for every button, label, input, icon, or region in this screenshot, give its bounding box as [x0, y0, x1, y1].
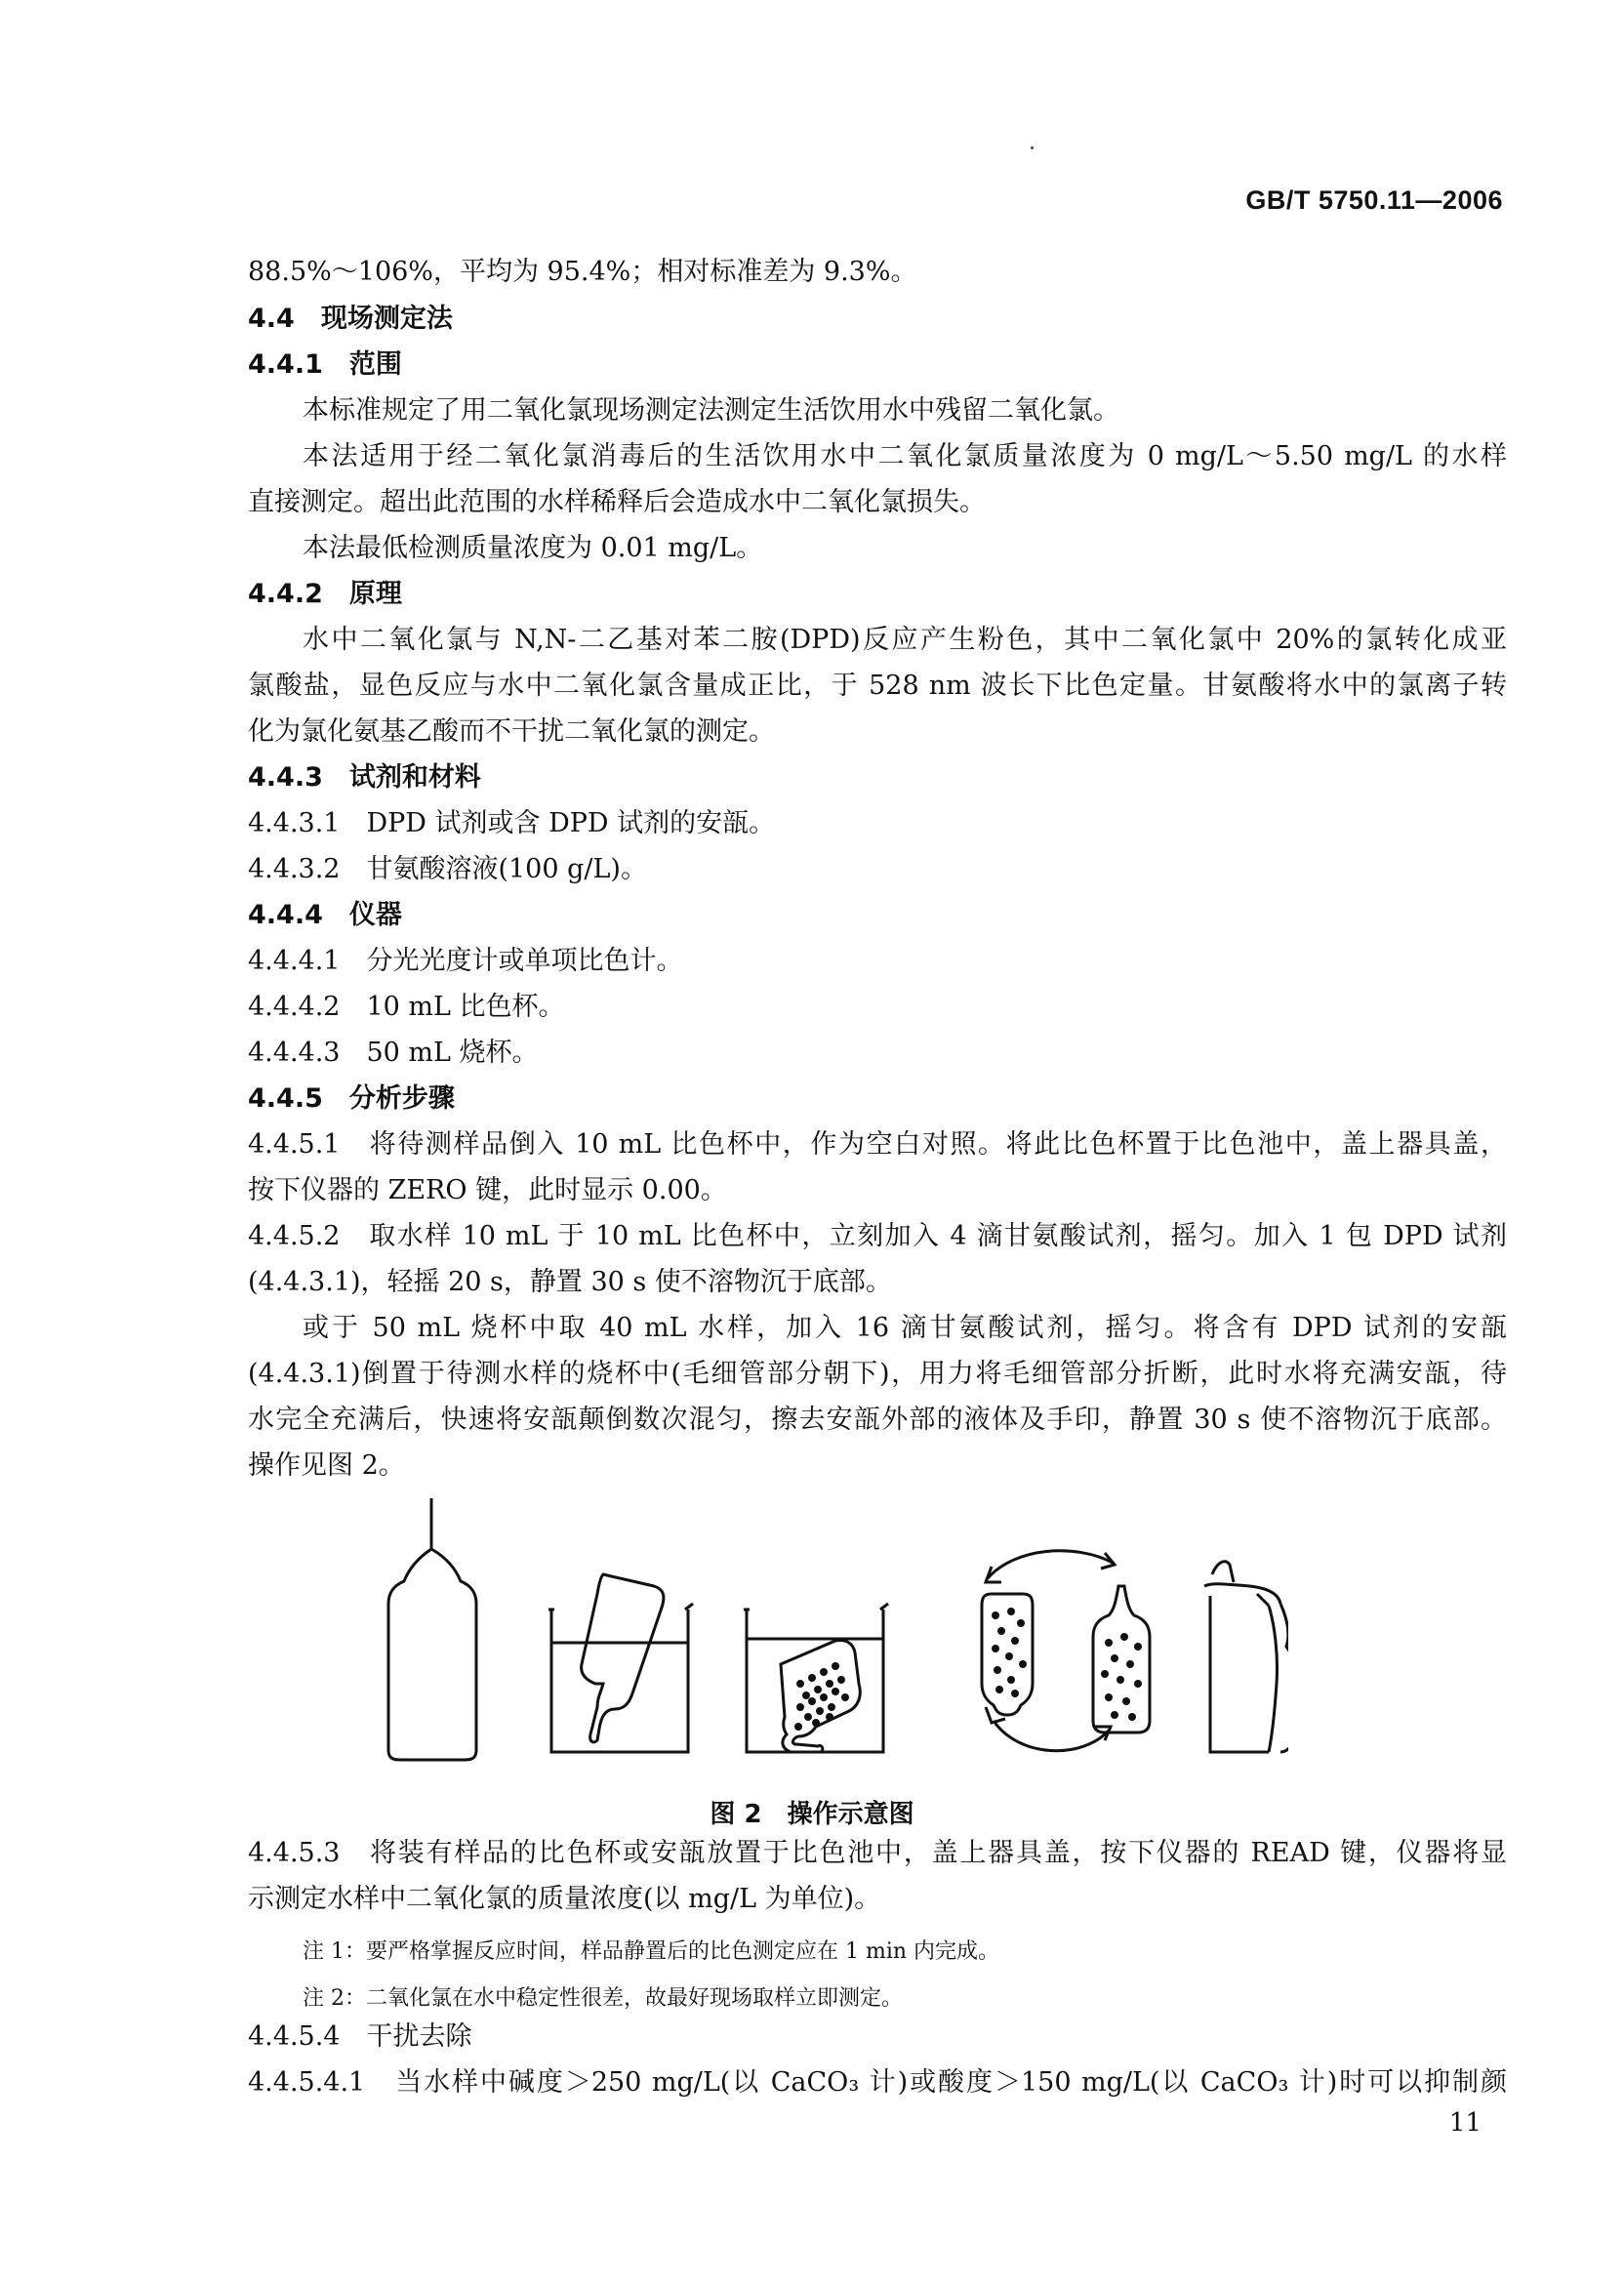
- wiping-ampoule: [1204, 1562, 1288, 1752]
- ampoule-upright: [388, 1498, 476, 1760]
- section-heading: 4.4.4 仪器: [248, 900, 402, 930]
- section-heading: 4.4.1 范围: [248, 349, 402, 380]
- body-line: 88.5%～106%，平均为 95.4%；相对标准差为 9.3%。: [248, 257, 917, 287]
- body-line: 4.4.4.2 10 mL 比色杯。: [248, 992, 565, 1022]
- section-heading: 4.4.2 原理: [248, 579, 402, 609]
- body-line: 4.4.5.4.1 当水样中碱度＞250 mg/L(以 CaCO₃ 计)或酸度＞150 mg/L(以 CaCO₃ 计)时可以抑制颜: [248, 2067, 1507, 2098]
- body-line: 本法最低检测质量浓度为 0.01 mg/L。: [303, 533, 763, 563]
- body-line: 水完全充满后，快速将安瓿颠倒数次混匀，擦去安瓿外部的液体及手印，静置 30 s 使不溶物沉于底部。: [248, 1405, 1507, 1435]
- figure-caption: 图 2 操作示意图: [710, 1800, 914, 1829]
- section-heading: 4.4 现场测定法: [248, 304, 453, 334]
- page-number: 11: [1448, 2108, 1482, 2138]
- body-line: 本标准规定了用二氧化氯现场测定法测定生活饮用水中残留二氧化氯。: [303, 395, 1119, 426]
- note-2: 注 2：二氧化氯在水中稳定性很差，故最好现场取样立即测定。: [303, 1986, 903, 2011]
- body-line: (4.4.3.1)倒置于待测水样的烧杯中(毛细管部分朝下)，用力将毛细管部分折断，此时水将充满安瓿，待: [248, 1359, 1507, 1389]
- body-line: 4.4.3.1 DPD 试剂或含 DPD 试剂的安瓿。: [248, 808, 776, 838]
- scan-speck: [1031, 146, 1034, 149]
- operation-diagram: [371, 1488, 1288, 1781]
- body-line: 示测定水样中二氧化氯的质量浓度(以 mg/L 为单位)。: [248, 1884, 881, 1914]
- body-line: 4.4.5.1 将待测样品倒入 10 mL 比色杯中，作为空白对照。将此比色杯置于比色池中，盖上器具盖，: [248, 1129, 1507, 1160]
- section-heading: 4.4.5.4 干扰去除: [248, 2021, 472, 2052]
- body-line: 4.4.5.2 取水样 10 mL 于 10 mL 比色杯中，立刻加入 4 滴甘氨酸试剂，摇匀。加入 1 包 DPD 试剂: [248, 1221, 1507, 1251]
- body-line: 化为氯化氨基乙酸而不干扰二氧化氯的测定。: [248, 716, 775, 747]
- body-line: 直接测定。超出此范围的水样稀释后会造成水中二氧化氯损失。: [248, 487, 986, 517]
- body-line: 按下仪器的 ZERO 键，此时显示 0.00。: [248, 1175, 727, 1205]
- body-line: 或于 50 mL 烧杯中取 40 mL 水样，加入 16 滴甘氨酸试剂，摇匀。将含有 DPD 试剂的安瓿: [303, 1313, 1507, 1343]
- section-heading: 4.4.3 试剂和材料: [248, 762, 481, 793]
- ampoule-invert-mixing: [982, 1551, 1150, 1751]
- body-line: 4.4.4.3 50 mL 烧杯。: [248, 1038, 539, 1068]
- body-line: 操作见图 2。: [248, 1450, 405, 1481]
- standard-number: GB/T 5750.11—2006: [1245, 185, 1503, 215]
- body-line: (4.4.3.1)，轻摇 20 s，静置 30 s 使不溶物沉于底部。: [248, 1267, 892, 1297]
- beaker-with-inverted-ampoule: [744, 1604, 888, 1752]
- body-line: 水中二氧化氯与 N,N-二乙基对苯二胺(DPD)反应产生粉色，其中二氧化氯中 20%的氯转化成亚: [303, 625, 1507, 655]
- body-line: 4.4.3.2 甘氨酸溶液(100 g/L)。: [248, 854, 647, 884]
- note-1: 注 1：要严格掌握反应时间，样品静置后的比色测定应在 1 min 内完成。: [303, 1939, 1000, 1964]
- beaker-with-ampoule: [548, 1574, 693, 1752]
- body-line: 氯酸盐，显色反应与水中二氧化氯含量成正比，于 528 nm 波长下比色定量。甘氨酸将水中的氯离子转: [248, 671, 1507, 701]
- body-line: 4.4.4.1 分光光度计或单项比色计。: [248, 946, 683, 976]
- body-line: 4.4.5.3 将装有样品的比色杯或安瓿放置于比色池中，盖上器具盖，按下仪器的 READ 键，仪器将显: [248, 1838, 1507, 1868]
- body-line: 本法适用于经二氧化氯消毒后的生活饮用水中二氧化氯质量浓度为 0 mg/L～5.50 mg/L 的水样: [303, 441, 1507, 471]
- section-heading: 4.4.5 分析步骤: [248, 1083, 455, 1114]
